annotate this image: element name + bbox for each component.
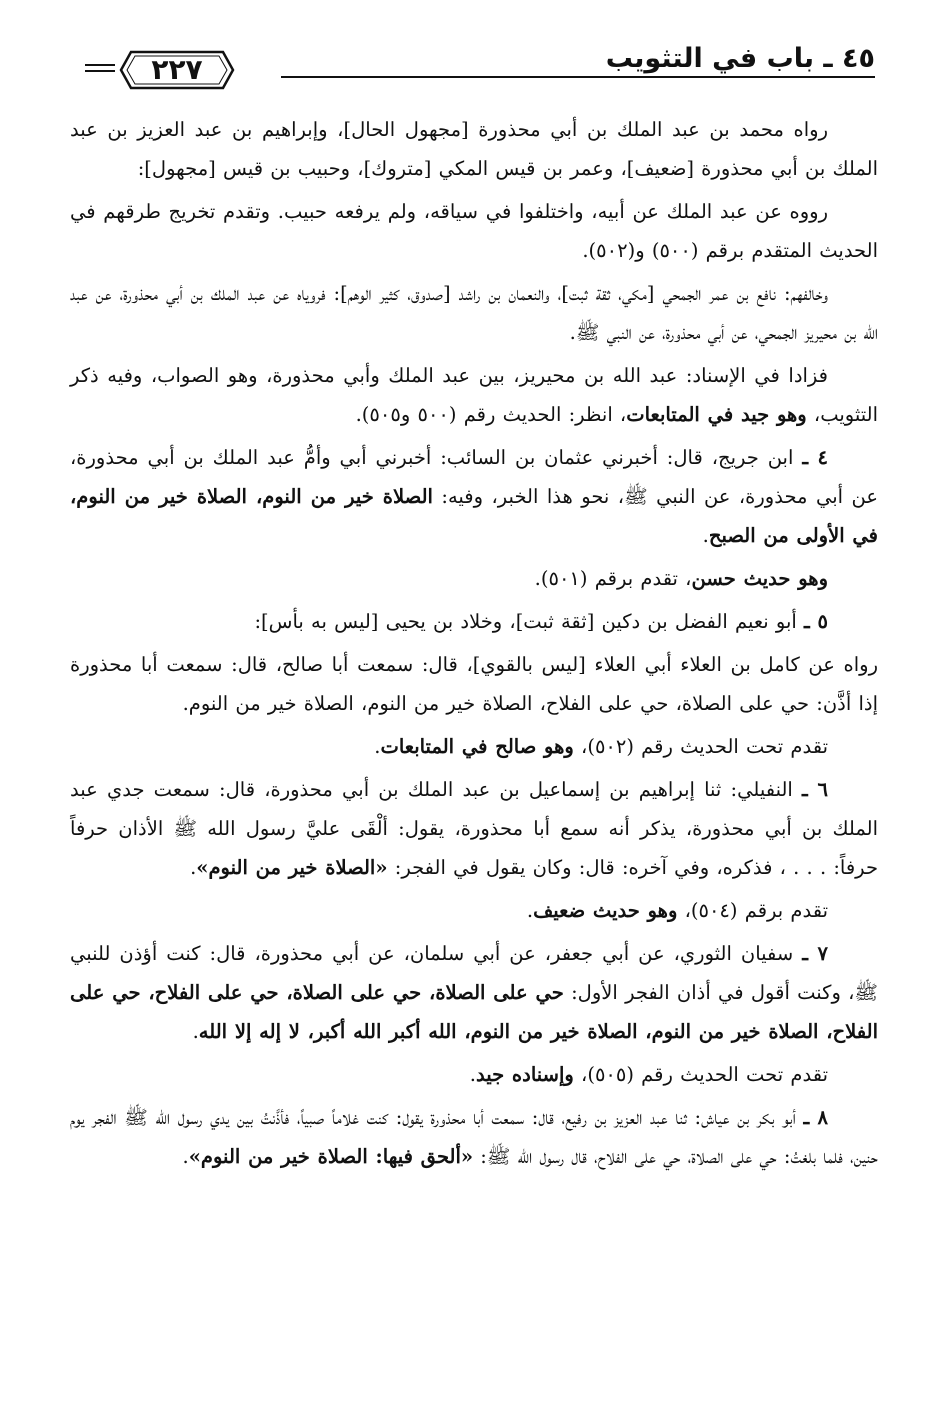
paragraph-bold-text: وهو حديث ضعيف <box>533 899 678 922</box>
paragraph-text: . <box>190 856 197 879</box>
page-header <box>85 42 875 112</box>
paragraph-text: أبو نعيم الفضل بن دكين [ثقة ثبت]، وخلاد بن يحيى [ليس به بأس]: <box>254 610 804 633</box>
header-rule-left <box>85 64 115 66</box>
paragraph-bold-text: «ألحق فيها: الصلاة خير من النوم» <box>188 1145 474 1168</box>
paragraph-text: رووه عن عبد الملك عن أبيه، واختلفوا في سياقه، ولم يرفعه حبيب. وتقدم تخريج طرقهم في الحديث المتقدم برقم (٥٠٠) و(٥٠٢). <box>70 200 878 262</box>
paragraph-bold-text: الصلاة خير من النوم، الصلاة خير من النوم، في الأولى من الصبح <box>70 485 878 547</box>
paragraph-number: ٨ ـ <box>803 1106 828 1129</box>
paragraph-text: سفيان الثوري، عن أبي جعفر، عن أبي سلمان، عن أبي محذورة، قال: كنت أؤذن للنبي ﷺ، وكنت أقول في أذان الفجر الأول: <box>70 942 878 1004</box>
paragraph <box>70 727 878 766</box>
paragraph <box>70 559 878 598</box>
paragraph <box>70 1055 878 1094</box>
paragraph-text: أبو بكر بن عياش: ثنا عبد العزيز بن رفيع، قال: سمعت أبا محذورة يقول: كنت غلاماً صبياً، فأذَّنتُ بين يدي رسول الله ﷺ الفجر يوم حنين، فلما بلغتُ: حي على الصلاة، حي على الفلاح، قال رسول الله ﷺ: <box>70 1106 878 1168</box>
paragraph-number: ٦ ـ <box>802 778 828 801</box>
paragraph-text: ، انظر: الحديث رقم (٥٠٠ و٥٠٥). <box>355 403 627 426</box>
paragraph-text: تقدم تحت الحديث رقم (٥٠٢)، <box>573 735 828 758</box>
paragraph-number: ٧ ـ <box>802 942 828 965</box>
header-rule <box>281 76 875 78</box>
paragraph-text: النفيلي: ثنا إبراهيم بن إسماعيل بن عبد الملك بن أبي محذورة، قال: سمعت جدي عبد الملك بن أبي محذورة، يذكر أنه سمع أبا محذورة، يقول: ألْقَى عليَّ رسول الله ﷺ الأذان حرفاً حرفاً: . . . ، فذكره، وفي آخره: قال: وكان يقول في الفجر: <box>70 778 878 879</box>
paragraph-text: فزادا في الإسناد: عبد الله بن محيريز، بين عبد الملك وأبي محذورة، وهو الصواب، وفيه ذكر التثويب، <box>70 364 878 426</box>
paragraph-text: ، تقدم برقم (٥٠١). <box>534 567 692 590</box>
paragraph-text: . <box>702 524 709 547</box>
paragraph <box>70 192 878 270</box>
numbered-paragraph <box>70 602 878 641</box>
chapter-title: ٤٥ ـ باب في التثويب <box>605 43 875 74</box>
paragraph-text: ابن جريج، قال: أخبرني عثمان بن السائب: أخبرني أبي وأمُّ عبد الملك بن أبي محذورة، عن أبي محذورة، عن النبي ﷺ، نحو هذا الخبر، وفيه: <box>70 446 878 508</box>
paragraph-text: . <box>192 1020 199 1043</box>
paragraph-bold-text: حي على الصلاة، حي على الصلاة، حي على الفلاح، حي على الفلاح، الصلاة خير من النوم، الصلاة خير من النوم، الله أكبر الله أكبر، لا إله إلا الله <box>70 981 878 1043</box>
paragraph-text: . <box>469 1063 476 1086</box>
paragraph-text: . <box>182 1145 189 1168</box>
paragraph-text: وخالفهم: نافع بن عمر الجمحي [مكي، ثقة ثبت]، والنعمان بن راشد [صدوق، كثير الوهم]: فروياه عن عبد الملك بن أبي محذورة، عن عبد الله بن محيريز الجمحي، عن أبي محذورة، عن النبي ﷺ. <box>70 282 878 344</box>
numbered-paragraph <box>70 934 878 1051</box>
paragraph <box>70 645 878 723</box>
numbered-paragraph <box>70 438 878 555</box>
paragraph-text: رواه عن كامل بن العلاء أبي العلاء [ليس بالقوي]، قال: سمعت أبا صالح، قال: سمعت أبا محذورة إذا أذَّن: حي على الصلاة، حي على الفلاح، الصلاة خير من النوم، الصلاة خير من النوم. <box>70 653 878 715</box>
paragraph-text: رواه محمد بن عبد الملك بن أبي محذورة [مجهول الحال]، وإبراهيم بن عبد العزيز بن عبد الملك بن أبي محذورة [ضعيف]، وعمر بن قيس المكي [متروك]، وحبيب بن قيس [مجهول]: <box>70 118 878 180</box>
paragraph-text: تقدم برقم (٥٠٤)، <box>677 899 828 922</box>
page-number-frame <box>117 48 237 92</box>
numbered-paragraph <box>70 770 878 887</box>
paragraph-number: ٥ ـ <box>804 610 828 633</box>
page-body <box>70 110 878 1180</box>
paragraph <box>70 110 878 188</box>
paragraph-text: تقدم تحت الحديث رقم (٥٠٥)، <box>573 1063 828 1086</box>
paragraph <box>70 356 878 434</box>
paragraph-bold-text: وهو جيد في المتابعات <box>626 403 807 426</box>
paragraph-number: ٤ ـ <box>802 446 828 469</box>
paragraph-bold-text: «الصلاة خير من النوم» <box>196 856 388 879</box>
paragraph-text: . <box>526 899 534 922</box>
paragraph <box>70 891 878 930</box>
numbered-paragraph <box>70 1098 878 1176</box>
paragraph <box>70 274 878 352</box>
paragraph-text: . <box>374 735 381 758</box>
paragraph-bold-text: وهو حديث حسن <box>691 567 828 590</box>
paragraph-bold-text: وإسناده جيد <box>475 1063 574 1086</box>
paragraph-bold-text: وهو صالح في المتابعات <box>380 735 574 758</box>
header-rule-left-second <box>85 70 115 72</box>
page-number: ٢٢٧ <box>151 53 203 86</box>
